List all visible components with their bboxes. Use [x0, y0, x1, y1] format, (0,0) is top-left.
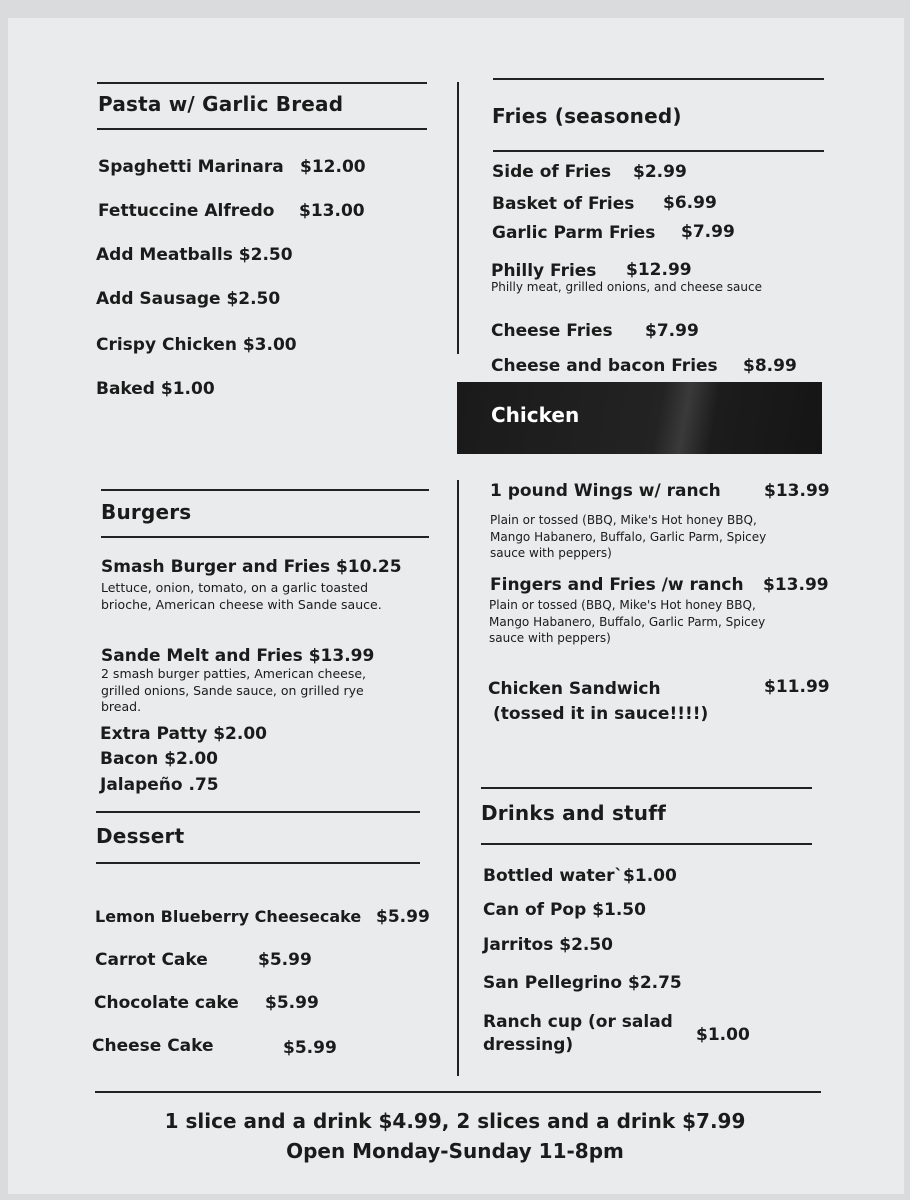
addon-item: Add Meatballs $2.50: [96, 245, 293, 265]
menu-item-price: $6.99: [663, 193, 717, 213]
section-title-fries: Fries (seasoned): [492, 104, 682, 128]
divider: [101, 489, 429, 491]
divider: [97, 128, 427, 130]
divider: [493, 78, 824, 80]
menu-item-price: $5.99: [258, 950, 312, 970]
menu-item-price: $8.99: [743, 356, 797, 376]
menu-item-price: $12.00: [300, 157, 366, 177]
section-title-chicken: Chicken: [491, 403, 580, 427]
menu-item-price: $7.99: [645, 321, 699, 341]
divider: [96, 811, 420, 813]
menu-item-name: 1 pound Wings w/ ranch: [490, 481, 721, 501]
divider: [493, 150, 824, 152]
menu-item-description: Plain or tossed (BBQ, Mike's Hot honey BBQ, Mango Habanero, Buffalo, Garlic Parm, Spicey sauce with peppers): [490, 513, 767, 560]
column-divider: [457, 82, 459, 354]
section-title-pasta: Pasta w/ Garlic Bread: [98, 92, 344, 116]
menu-item-price: $12.99: [626, 260, 692, 280]
section-title-drinks: Drinks and stuff: [481, 801, 667, 825]
menu-item-name: Sande Melt and Fries $13.99: [101, 646, 375, 666]
menu-item-price: $5.99: [265, 993, 319, 1013]
section-title-dessert: Dessert: [96, 824, 185, 848]
addon-item: Add Sausage $2.50: [96, 289, 281, 309]
divider: [97, 82, 427, 84]
menu-item-price: $7.99: [681, 222, 735, 242]
divider: [481, 787, 812, 789]
menu-item-price: $2.99: [633, 162, 687, 182]
menu-item-name: Cheese Fries: [491, 321, 613, 341]
menu-item-name: Chicken Sandwich: [488, 679, 661, 699]
menu-item-price: $11.99: [764, 677, 830, 697]
divider: [95, 1091, 821, 1093]
menu-item-price: $13.99: [763, 575, 829, 595]
menu-item-name: Smash Burger and Fries $10.25: [101, 557, 402, 577]
drink-item: Jarritos $2.50: [483, 935, 614, 955]
addon-item: Crispy Chicken $3.00: [96, 335, 297, 355]
drink-item: San Pellegrino $2.75: [483, 973, 682, 993]
menu-item-name: Cheese Cake: [92, 1036, 214, 1056]
divider: [101, 536, 429, 538]
menu-item-name: Cheese and bacon Fries: [491, 356, 718, 376]
addon-item: Baked $1.00: [96, 379, 215, 399]
drink-item: Bottled water`$1.00: [483, 866, 677, 886]
menu-item-name: Chocolate cake: [94, 993, 239, 1013]
addon-item: Extra Patty $2.00: [100, 724, 267, 744]
menu-item-description: Plain or tossed (BBQ, Mike's Hot honey BBQ, Mango Habanero, Buffalo, Garlic Parm, Spicey sauce with peppers): [489, 598, 766, 645]
menu-item-name: Philly Fries: [491, 261, 597, 281]
column-divider: [457, 480, 459, 1076]
addon-item: Jalapeño .75: [100, 775, 219, 795]
drink-item: Can of Pop $1.50: [483, 900, 646, 920]
menu-item-name: Spaghetti Marinara: [98, 157, 284, 177]
menu-item-price: $13.00: [299, 201, 365, 221]
section-title-burgers: Burgers: [101, 500, 192, 524]
menu-item-name: Ranch cup (or salad: [483, 1012, 673, 1032]
menu-item-name-line2: (tossed it in sauce!!!!): [493, 704, 709, 724]
menu-item-name: Side of Fries: [492, 162, 612, 182]
menu-item-description: 2 smash burger patties, American cheese, grilled onions, Sande sauce, on grilled rye bread.: [101, 666, 367, 714]
footer-special: 1 slice and a drink $4.99, 2 slices and a drink $7.99: [164, 1109, 746, 1133]
section-header-chicken: [457, 382, 822, 454]
menu-item-price: $1.00: [696, 1025, 750, 1045]
footer-hours: Open Monday-Sunday 11-8pm: [286, 1139, 624, 1163]
menu-item-description: Philly meat, grilled onions, and cheese sauce: [491, 280, 762, 294]
menu-item-name: Garlic Parm Fries: [492, 223, 656, 243]
addon-item: Bacon $2.00: [100, 749, 218, 769]
menu-item-name: Carrot Cake: [95, 950, 208, 970]
menu-item-description: Lettuce, onion, tomato, on a garlic toasted brioche, American cheese with Sande sauce.: [101, 580, 382, 612]
menu-item-price: $13.99: [764, 481, 830, 501]
menu-item-name-line2: dressing): [483, 1035, 574, 1055]
menu-item-price: $5.99: [376, 907, 430, 927]
menu-item-price: $5.99: [283, 1038, 337, 1058]
menu-item-name: Fettuccine Alfredo: [98, 201, 275, 221]
menu-item-name: Lemon Blueberry Cheesecake: [95, 907, 362, 926]
menu-item-name: Basket of Fries: [492, 194, 635, 214]
divider: [481, 843, 812, 845]
menu-item-name: Fingers and Fries /w ranch: [490, 575, 744, 595]
divider: [96, 862, 420, 864]
